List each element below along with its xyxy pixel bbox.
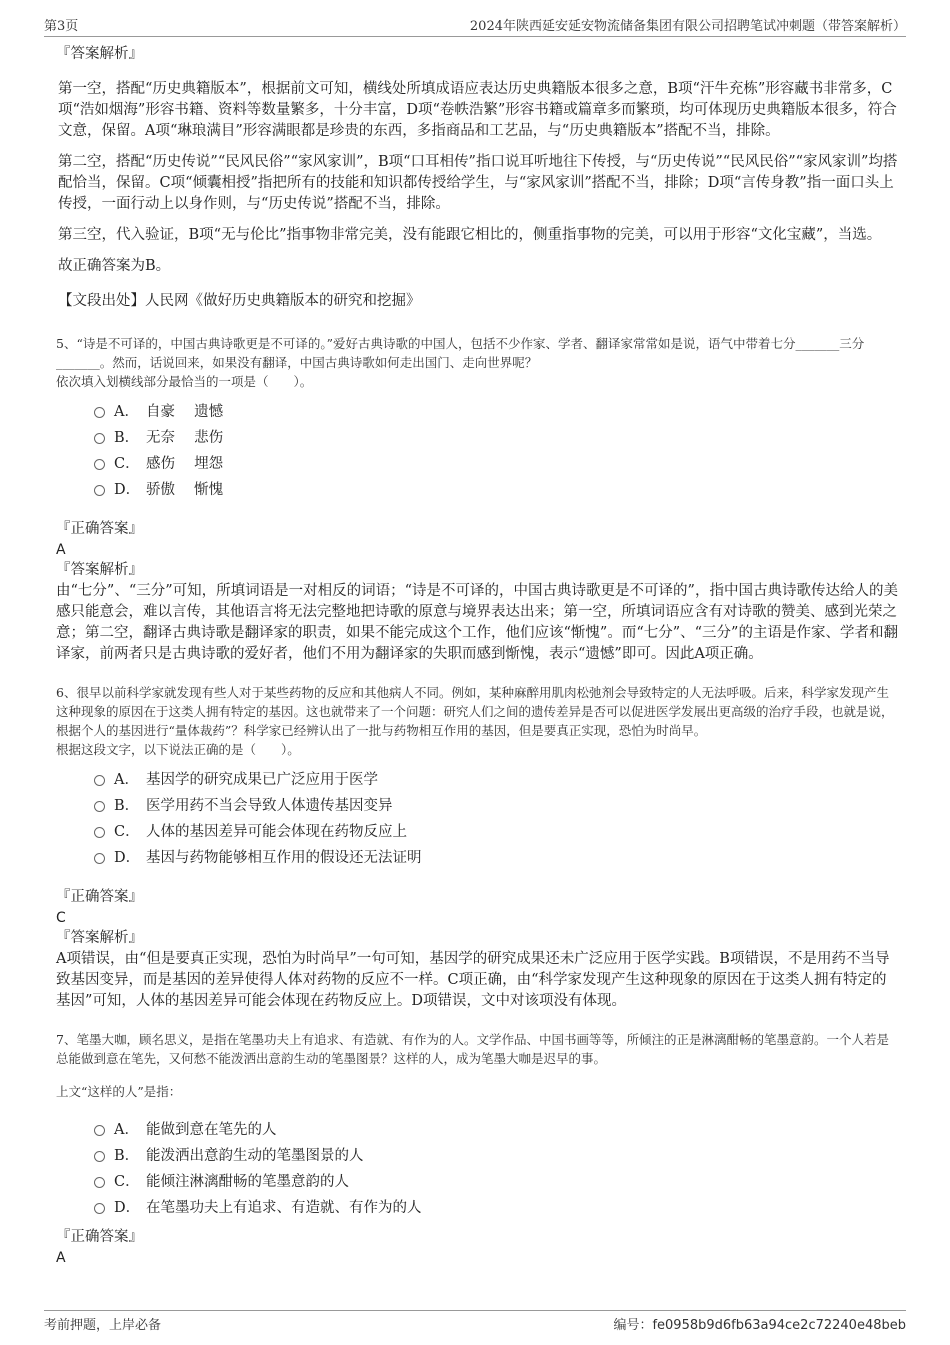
option-b[interactable]: B． 无奈 悲伤	[56, 423, 900, 449]
code-label: 编号：	[613, 1317, 653, 1333]
option-a[interactable]: A． 自豪 遗憾	[56, 397, 900, 423]
source-citation: 【文段出处】人民网《做好历史典籍版本的研究和挖掘》	[58, 293, 421, 309]
analysis-paragraph: 第三空，代入验证，B项“无与伦比”指事物非常完美，没有能跟它相比的，侧重指事物的完美，可以用于形容“文化宝藏”，当选。	[58, 227, 882, 243]
page-number: 第3页	[44, 19, 79, 34]
question-prompt: 根据这段文字，以下说法正确的是（ ）。	[56, 742, 300, 757]
option-d[interactable]: D． 骄傲 惭愧	[56, 475, 900, 501]
option-d[interactable]: D． 在笔墨功夫上有追求、有造就、有作为的人	[56, 1193, 900, 1219]
radio-icon[interactable]	[94, 485, 105, 496]
analysis-conclusion: 故正确答案为B。	[58, 258, 171, 274]
correct-answer-label: 『正确答案』	[56, 1229, 143, 1245]
radio-icon[interactable]	[94, 407, 105, 418]
analysis-label: 『答案解析』	[56, 930, 143, 946]
question-6	[56, 683, 900, 1012]
option-b[interactable]: B． 能泼洒出意韵生动的笔墨图景的人	[56, 1141, 900, 1167]
analysis-label: 『答案解析』	[56, 46, 143, 62]
radio-icon[interactable]	[94, 1203, 105, 1214]
option-d[interactable]: D． 基因与药物能够相互作用的假设还无法证明	[56, 843, 900, 869]
analysis-text: A项错误，由“但是要真正实现，恐怕为时尚早”一句可知，基因学的研究成果还未广泛应用于医学实践。B项错误，不是用药不当导致基因变异，而是基因的差异使得人体对药物的反应不一样。C项正确，由“科学家发现产生这种现象的原因在于这类人拥有特定的基因”可知，人体的基因差异可能会体现在药物反应上。D项错误，文中对该项没有体现。	[56, 951, 890, 1009]
analysis-paragraph: 第一空，搭配“历史典籍版本”，根据前文可知，横线处所填成语应表达历史典籍版本很多之意，B项“汗牛充栋”形容藏书非常多，C项“浩如烟海”形容书籍、资料等数量繁多，十分丰富，D项“卷帙浩繁”形容书籍或篇章多而繁琐，均可体现历史典籍版本很多，符合文意，保留。A项“琳琅满目”形容满眼都是珍贵的东西，多指商品和工艺品，与“历史典籍版本”搭配不当，排除。	[58, 81, 897, 139]
question-stem: 6、很早以前科学家就发现有些人对于某些药物的反应和其他病人不同。例如，某种麻醉用肌肉松弛剂会导致特定的人无法呼吸。后来，科学家发现产生这种现象的原因在于这类人拥有特定的基因。这也就带来了一个问题：研究人们之间的遗传差异是否可以促进医学发展出更高级的治疗手段，也就是说，根据个人的基因进行“量体裁药”？科学家已经辨认出了一批与药物相互作用的基因，但是要真正实现，恐怕为时尚早。	[56, 685, 894, 738]
code-value: fe0958b9d6fb63a94ce2c72240e48beb	[652, 1317, 906, 1333]
option-c[interactable]: C． 能倾注淋漓酣畅的笔墨意韵的人	[56, 1167, 900, 1193]
option-a[interactable]: A． 能做到意在笔先的人	[56, 1115, 900, 1141]
radio-icon[interactable]	[94, 801, 105, 812]
correct-answer-label: 『正确答案』	[56, 521, 143, 537]
radio-icon[interactable]	[94, 827, 105, 838]
option-a[interactable]: A． 基因学的研究成果已广泛应用于医学	[56, 765, 900, 791]
question-7	[56, 1030, 900, 1268]
analysis-text: 由“七分”、“三分”可知，所填词语是一对相反的词语；“诗是不可译的，中国古典诗歌更是不可译的”，指中国古典诗歌传达给人的美感只能意会，难以言传，其他语言将无法完整地把诗歌的原意与境界表达出来；第一空，所填词语应含有对诗歌的赞美、感到光荣之意；第二空，翻译古典诗歌是翻译家的职责，如果不能完成这个工作，他们应该“惭愧”。而“七分”、“三分”的主语是作家、学者和翻译家，前两者只是古典诗歌的爱好者，他们不用为翻译家的失职而感到惭愧，表示“遗憾”即可。因此A项正确。	[56, 583, 898, 662]
correct-answer: C	[56, 910, 66, 926]
option-b[interactable]: B． 医学用药不当会导致人体遗传基因变异	[56, 791, 900, 817]
correct-answer: A	[56, 1250, 66, 1266]
correct-answer-label: 『正确答案』	[56, 889, 143, 905]
question-prompt: 上文“这样的人”是指：	[56, 1084, 182, 1099]
analysis-paragraph: 第二空，搭配“历史传说”“民风民俗”“家风家训”，B项“口耳相传”指口说耳听地往下传授，与“历史传说”“民风民俗”“家风家训”均搭配恰当，保留。C项“倾囊相授”指把所有的技能和知识都传授给学生，与“家风家训”搭配不当，排除；D项“言传身教”指一面口头上传授，一面行动上以身作则，与“历史传说”搭配不当，排除。	[58, 154, 898, 212]
question-stem: 5、“诗是不可译的，中国古典诗歌更是不可译的。”爱好古典诗歌的中国人，包括不少作家、学者、翻译家常常如是说，语气中带着七分_______三分_______。然而，话说回来，如果没有翻译，中国古典诗歌如何走出国门、走向世界呢？	[56, 336, 865, 370]
page-content	[58, 44, 900, 1268]
radio-icon[interactable]	[94, 459, 105, 470]
correct-answer: A	[56, 542, 66, 558]
question-5	[56, 334, 900, 665]
radio-icon[interactable]	[94, 1125, 105, 1136]
footer-slogan: 考前押题，上岸必备	[44, 1317, 162, 1333]
page-footer	[44, 1310, 906, 1335]
document-code	[613, 1314, 906, 1333]
question-prompt: 依次填入划横线部分最恰当的一项是（ ）。	[56, 374, 313, 389]
radio-icon[interactable]	[94, 775, 105, 786]
analysis-label: 『答案解析』	[56, 562, 143, 578]
radio-icon[interactable]	[94, 433, 105, 444]
document-title: 2024年陕西延安延安物流储备集团有限公司招聘笔试冲刺题（带答案解析）	[469, 19, 906, 34]
option-c[interactable]: C． 人体的基因差异可能会体现在药物反应上	[56, 817, 900, 843]
page-header	[44, 12, 906, 37]
question-stem: 7、笔墨大咖，顾名思义，是指在笔墨功夫上有追求、有造就、有作为的人。文学作品、中国书画等等，所倾注的正是淋漓酣畅的笔墨意韵。一个人若是总能做到意在笔先，又何愁不能泼洒出意韵生动的笔墨图景？这样的人，成为笔墨大咖是迟早的事。	[56, 1032, 889, 1066]
radio-icon[interactable]	[94, 1151, 105, 1162]
radio-icon[interactable]	[94, 853, 105, 864]
option-c[interactable]: C． 感伤 埋怨	[56, 449, 900, 475]
radio-icon[interactable]	[94, 1177, 105, 1188]
